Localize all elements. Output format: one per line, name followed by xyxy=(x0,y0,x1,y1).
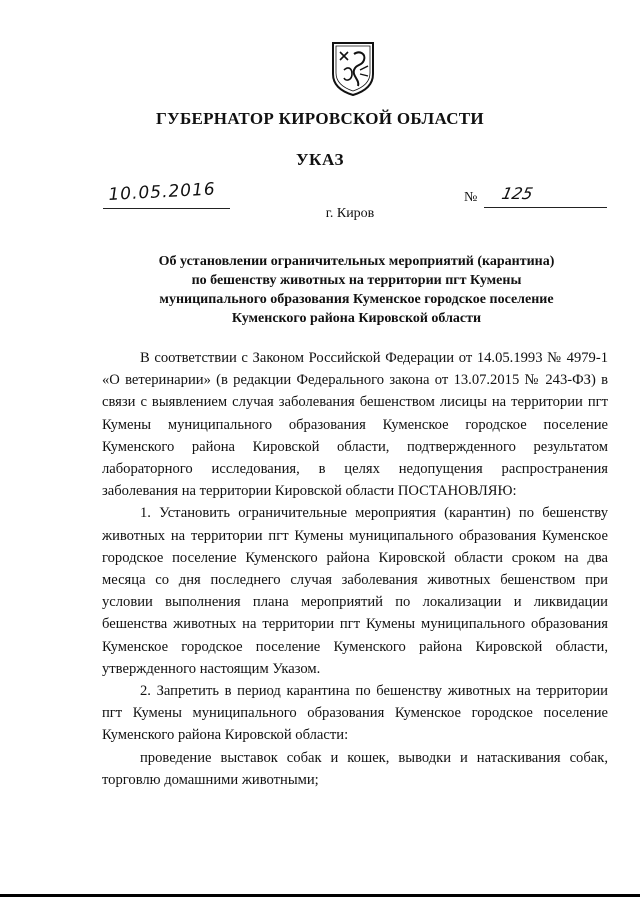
clause-2-item-paragraph: проведение выставок собак и кошек, выводки и натаскивания собак, торговлю домашними животными; xyxy=(102,749,608,788)
number-sign: № xyxy=(464,190,478,205)
document-date: 10.05.2016 xyxy=(107,179,217,205)
issue-city: г. Киров xyxy=(325,206,375,221)
title-line: муниципального образования Куменское городское поселение xyxy=(159,292,554,307)
document-number: 125 xyxy=(499,184,535,203)
title-line: Об установлении ограничительных мероприятий (карантина) xyxy=(158,254,555,269)
clause-1-paragraph: 1. Установить ограничительные мероприятия (карантин) по бешенству животных на территории пгт Кумены муниципального образования Куменское городское поселение Куменского района Кировской области сроком на два месяца со дня последнего случая заболевания животных бешенством при условии выполнения плана мероприятий по локализации и ликвидации бешенства животных на территории пгт Кумены муниципального образования Куменское городское поселение Куменского района Кировской области, утвержденного настоящим Указом. xyxy=(102,505,608,677)
preamble-paragraph: В соответствии с Законом Российской Федерации от 14.05.1993 № 4979-1 «О ветеринарии» (в редакции Федерального закона от 13.07.2015 № 243-ФЗ) в связи с выявлением случая заболевания бешенством лисицы на территории пгт Кумены муниципального образования Куменское городское поселение Куменского района Кировской области, подтвержденного результатом лабораторного исследования, в целях недопущения распространения заболевания на территории Кировской области ПОСТАНОВЛЯЮ: xyxy=(102,350,608,500)
title-line: Куменского района Кировской области xyxy=(231,311,482,326)
document-type: УКАЗ xyxy=(295,150,345,169)
coat-of-arms-icon xyxy=(330,40,376,97)
document-date-field xyxy=(103,179,230,209)
document-number-field xyxy=(462,184,607,208)
title-line: по бешенству животных на территории пгт Кумены xyxy=(191,273,522,288)
clause-2-paragraph: 2. Запретить в период карантина по бешенству животных на территории пгт Кумены муниципального образования Куменское городское поселение Куменского района Кировской области: xyxy=(102,683,608,744)
document-body xyxy=(102,347,608,791)
page-bottom-rule xyxy=(0,894,640,897)
document-title xyxy=(0,252,640,328)
issuing-authority: ГУБЕРНАТОР КИРОВСКОЙ ОБЛАСТИ xyxy=(156,109,484,128)
